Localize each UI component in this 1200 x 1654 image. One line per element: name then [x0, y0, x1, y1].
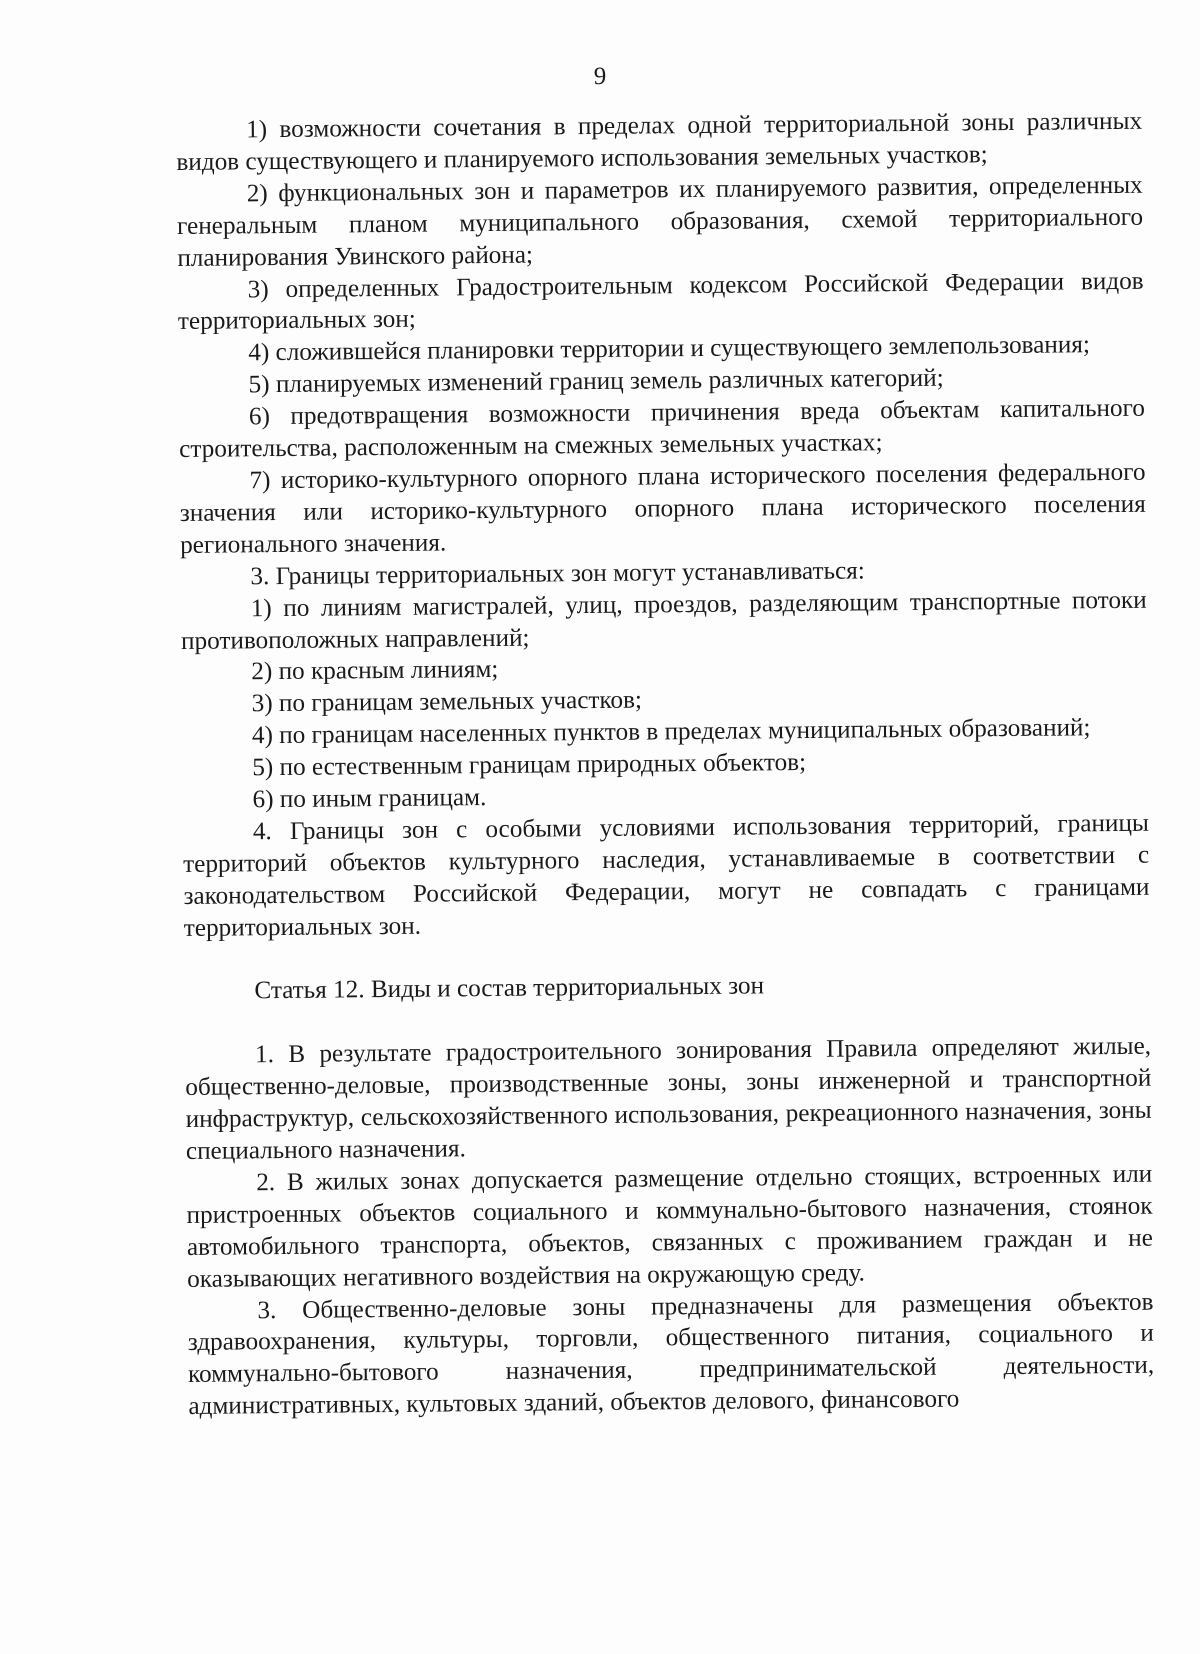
paragraph: 2) по красным линиям; — [251, 656, 499, 686]
paragraph: 7) историко-культурного опорного плана исторического поселения федерального значения или историко-культурного опорного плана исторического поселения регионального значения. — [179, 458, 1146, 559]
paragraph: 3. Границы территориальных зон могут устанавливаться: — [250, 557, 865, 590]
paragraph: 3) по границам земельных участков; — [251, 686, 643, 718]
paragraph: 6) по иным границам. — [252, 784, 487, 814]
paragraph: 5) планируемых изменений границ земель различных категорий; — [248, 364, 944, 399]
paragraph: 4) по границам населенных пунктов в пределах муниципальных образований; — [251, 714, 1091, 750]
paragraph: 5) по естественным границам природных объектов; — [252, 749, 807, 782]
article-heading: Статья 12. Виды и состав территориальных зон — [254, 972, 765, 1005]
paragraph: 1) возможности сочетания в пределах одной территориальной зоны различных видов существующего и планируемого использования земельных участков; — [176, 107, 1143, 176]
document-body — [176, 106, 1155, 1423]
paragraph: 3. Общественно-деловые зоны предназначены для размещения объектов здравоохранения, культуры, торговли, общественного питания, социального и коммунально-бытового назначения, предпринимательской деятельности, административных, культовых зданий, объектов делового, финансового — [187, 1288, 1155, 1421]
paragraph: 3) определенных Градостроительным кодексом Российской Федерации видов территориальных зон; — [177, 267, 1144, 336]
paragraph: 1) по линиям магистралей, улиц, проездов, разделяющим транспортные потоки противоположных направлений; — [180, 586, 1147, 655]
paragraph: 2. В жилых зонах допускается размещение отдельно стоящих, встроенных или пристроенных объектов социального и коммунально-бытового назначения, стоянок автомобильного транспорта, объектов, связанных с проживанием граждан и не оказывающих негативного воздействия на окружающую среду. — [186, 1160, 1153, 1293]
paragraph: 1. В результате градостроительного зонирования Правила определяют жилые, общественно-деловые, производственные зоны, зоны инженерной и транспортной инфраструктур, сельскохозяйственного использования, рекреационного назначения, зоны специального назначения. — [185, 1032, 1152, 1165]
page-number: 9 — [593, 63, 607, 90]
paragraph: 2) функциональных зон и параметров их планируемого развития, определенных генеральным планом муниципального образования, схемой территориального планирования Увинского района; — [176, 171, 1144, 272]
paragraph: 4) сложившейся планировки территории и существующего землепользования; — [248, 331, 1091, 367]
paragraph: 4. Границы зон с особыми условиями использования территорий, границы территорий объектов культурного наследия, устанавливаемые в соответствии с законодательством Российской Федерации, могут не совпадать с границами территориальных зон. — [183, 809, 1150, 942]
paragraph: 6) предотвращения возможности причинения вреда объектам капитального строительства, расположенным на смежных земельных участках; — [179, 394, 1145, 464]
